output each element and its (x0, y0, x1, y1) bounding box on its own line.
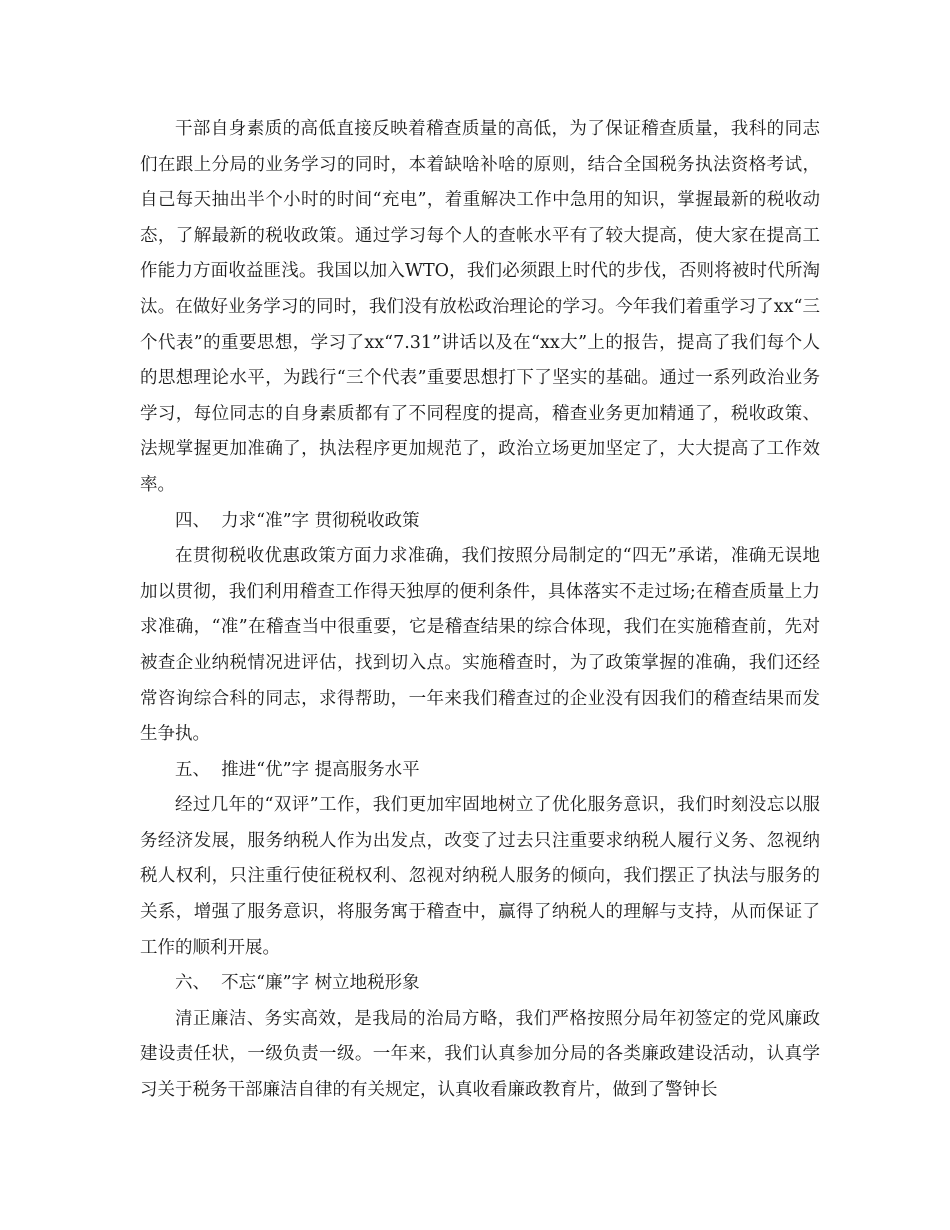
section-heading-service: 五、 推进“优”字 提高服务水平 (175, 759, 420, 780)
document-page (140, 112, 820, 1109)
paragraph-integrity: 清正廉洁、务实高效，是我局的治局方略，我们严格按照分局年初签定的党风廉政建设责任状，一级负责一级。一年来，我们认真参加分局的各类廉政建设活动，认真学习关于税务干部廉洁自律的有关规定，认真收看廉政教育片，做到了警钟长 (140, 1008, 820, 1101)
paragraph-accuracy: 在贯彻税收优惠政策方面力求准确，我们按照分局制定的“四无”承诺，准确无误地加以贯彻，我们利用稽查工作得天独厚的便利条件，具体落实不走过场;在稽查质量上力求准确，“准”在稽查当中很重要，它是稽查结果的综合体现，我们在实施稽查前，先对被查企业纳税情况进评估，找到切入点。实施稽查时，为了政策掌握的准确，我们还经常咨询综合科的同志，求得帮助，一年来我们稽查过的企业没有因我们的稽查结果而发生争执。 (140, 546, 820, 745)
section-heading-integrity: 六、 不忘“廉”字 树立地税形象 (175, 973, 420, 994)
paragraph-study: 干部自身素质的高低直接反映着稽查质量的高低，为了保证稽查质量，我科的同志们在跟上分局的业务学习的同时，本着缺啥补啥的原则，结合全国税务执法资格考试，自己每天抽出半个小时的时间“充电”，着重解决工作中急用的知识，掌握最新的税收动态，了解最新的税收政策。通过学习每个人的查帐水平有了较大提高，使大家在提高工作能力方面收益匪浅。我国以加入WTO，我们必须跟上时代的步伐，否则将被时代所淘汰。在做好业务学习的同时，我们没有放松政治理论的学习。今年我们着重学习了xx“三个代表”的重要思想，学习了xx“7.31”讲话以及在“xx大”上的报告，提高了我们每个人的思想理论水平，为践行“三个代表”重要思想打下了坚实的基础。通过一系列政治业务学习，每位同志的自身素质都有了不同程度的提高，稽查业务更加精通了，税收政策、法规掌握更加准确了，执法程序更加规范了，政治立场更加坚定了，大大提高了工作效率。 (140, 119, 820, 495)
section-heading-accuracy: 四、 力求“准”字 贯彻税收政策 (175, 510, 420, 531)
paragraph-service: 经过几年的“双评”工作，我们更加牢固地树立了优化服务意识，我们时刻没忘以服务经济发展，服务纳税人作为出发点，改变了过去只注重要求纳税人履行义务、忽视纳税人权利，只注重行使征税权利、忽视对纳税人服务的倾向，我们摆正了执法与服务的关系，增强了服务意识，将服务寓于稽查中，赢得了纳税人的理解与支持，从而保证了工作的顺利开展。 (140, 795, 820, 958)
